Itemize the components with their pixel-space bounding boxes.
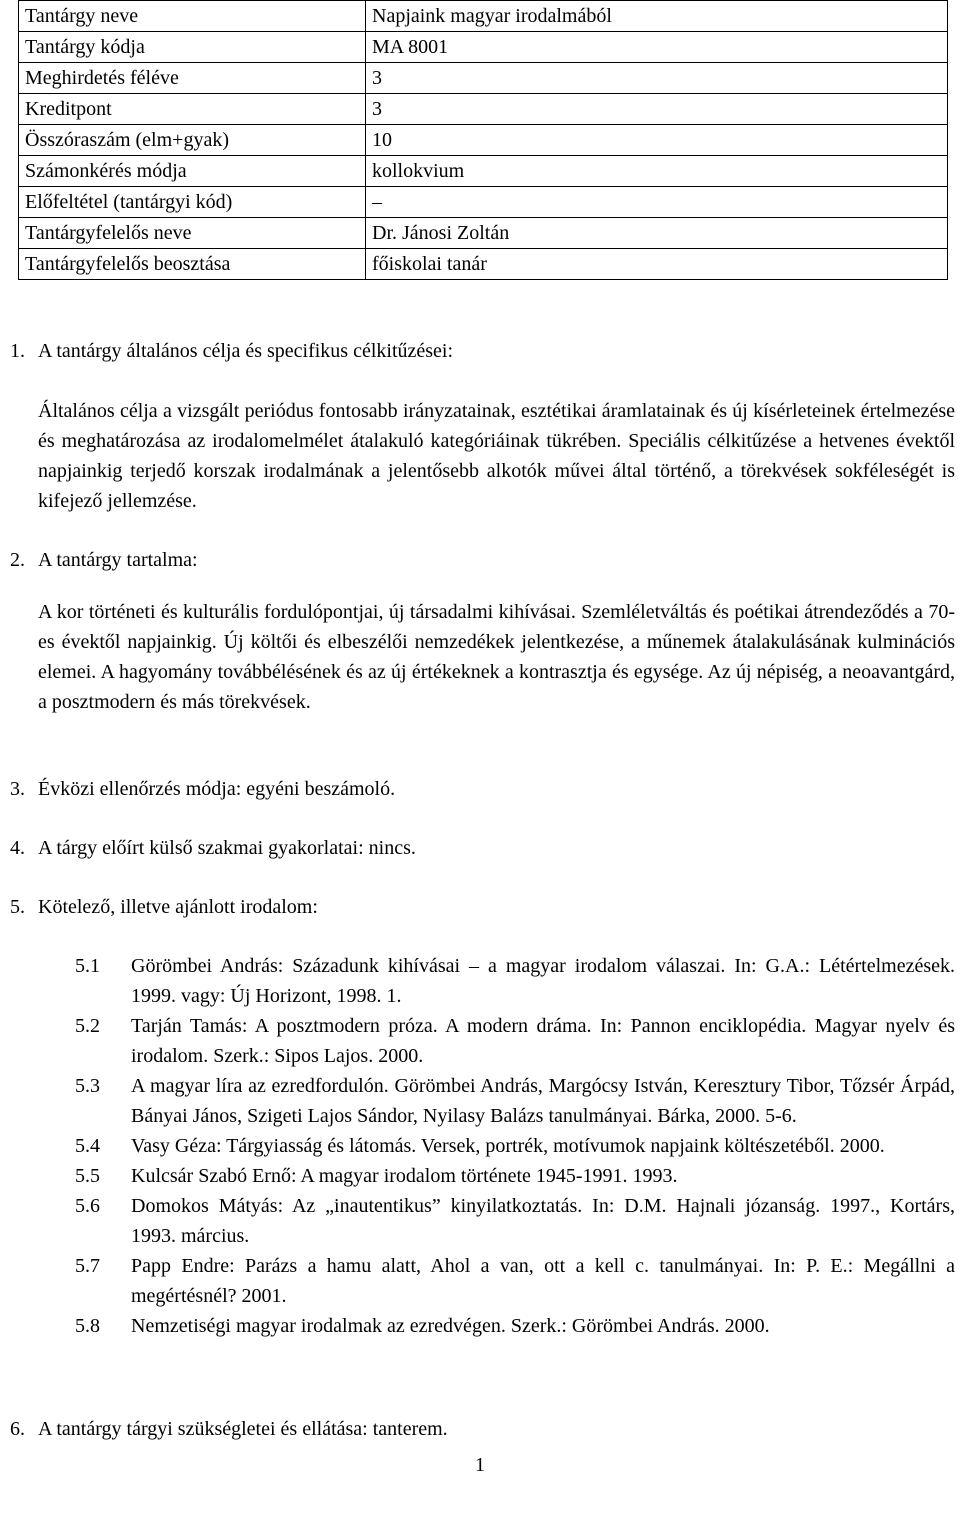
reference-text: Tarján Tamás: A posztmodern próza. A modern dráma. In: Pannon enciklopédia. Magyar nyelv és irodalom. Szerk.: Sipos Lajos. 2000. <box>131 1015 955 1067</box>
section-title: A tárgy előírt külső szakmai gyakorlatai: nincs. <box>38 837 416 859</box>
reference-item <box>75 1251 955 1311</box>
reference-number: 5.3 <box>75 1075 100 1097</box>
info-value: főiskolai tanár <box>366 249 948 280</box>
section-title: Kötelező, illetve ajánlott irodalom: <box>38 896 318 918</box>
info-value: 10 <box>366 125 948 156</box>
reference-number: 5.5 <box>75 1165 100 1187</box>
info-label: Tantárgy kódja <box>19 32 366 63</box>
reference-text: Vasy Géza: Tárgyiasság és látomás. Versek, portrék, motívumok napjaink költészetéből. 2000. <box>131 1135 885 1157</box>
reference-number: 5.8 <box>75 1315 100 1337</box>
reference-item <box>75 1311 955 1341</box>
info-value: 3 <box>366 94 948 125</box>
info-row <box>19 32 948 63</box>
section-2-body: A kor történeti és kulturális fordulópontjai, új társadalmi kihívásai. Szemléletváltás és poétikai átrendeződés a 70-es évektől napjainkig. Új költői és elbeszélői nemzedékek jelentkezése, a műnemek átalakulásának kulminációs elemei. A hagyomány továbbélésének és az új értékeknek a kontrasztja és egysége. Az új népiség, a neoavantgárd, a posztmodern és más törekvések. <box>38 601 955 713</box>
section-5-heading <box>10 892 318 922</box>
section-1-body: Általános célja a vizsgált periódus fontosabb irányzatainak, esztétikai áramlatainak és új kísérleteinek értelmezése és meghatározása az irodalomelmélet átalakuló kategóriáinak tükrében. Speciális célkitűzése a hetvenes évektől napjainkig terjedő korszak irodalmának a jelentősebb alkotók művei által történő, a törekvések sokféleségét is kifejező jellemzése. <box>38 400 955 512</box>
section-number: 6. <box>10 1418 25 1440</box>
info-row <box>19 249 948 280</box>
reference-list <box>75 951 955 1341</box>
reference-item <box>75 1011 955 1071</box>
reference-number: 5.2 <box>75 1015 100 1037</box>
info-value: – <box>366 187 948 218</box>
section-3-heading <box>10 774 395 804</box>
info-row <box>19 156 948 187</box>
section-title: A tantárgy tárgyi szükségletei és ellátása: tanterem. <box>38 1418 448 1440</box>
info-label: Kreditpont <box>19 94 366 125</box>
info-row <box>19 218 948 249</box>
reference-item <box>75 1191 955 1251</box>
info-value: 3 <box>366 63 948 94</box>
section-4-heading <box>10 833 416 863</box>
reference-item <box>75 951 955 1011</box>
info-value: MA 8001 <box>366 32 948 63</box>
reference-text: Papp Endre: Parázs a hamu alatt, Ahol a van, ott a kell c. tanulmányai. In: P. E.: Megállni a megértésnél? 2001. <box>131 1255 955 1307</box>
reference-item <box>75 1131 955 1161</box>
info-value: kollokvium <box>366 156 948 187</box>
section-title: Évközi ellenőrzés módja: egyéni beszámoló. <box>38 778 396 800</box>
section-6-heading <box>10 1414 448 1444</box>
section-number: 3. <box>10 778 25 800</box>
info-row <box>19 63 948 94</box>
section-title: A tantárgy tartalma: <box>38 549 198 571</box>
section-number: 5. <box>10 896 25 918</box>
info-row <box>19 1 948 32</box>
info-label: Tantárgy neve <box>19 1 366 32</box>
reference-number: 5.6 <box>75 1195 100 1217</box>
section-2-heading <box>10 545 198 575</box>
info-value: Napjaink magyar irodalmából <box>366 1 948 32</box>
reference-text: A magyar líra az ezredfordulón. Görömbei András, Margócsy István, Keresztury Tibor, Tőzsér Árpád, Bányai János, Szigeti Lajos Sándor, Nyilasy Balázs tanulmányai. Bárka, 2000. 5-6. <box>131 1075 955 1127</box>
info-label: Összóraszám (elm+gyak) <box>19 125 366 156</box>
info-label: Számonkérés módja <box>19 156 366 187</box>
info-label: Előfeltétel (tantárgyi kód) <box>19 187 366 218</box>
info-row <box>19 94 948 125</box>
reference-text: Nemzetiségi magyar irodalmak az ezredvégen. Szerk.: Görömbei András. 2000. <box>131 1315 770 1337</box>
section-number: 1. <box>10 340 25 362</box>
reference-text: Görömbei András: Századunk kihívásai – a magyar irodalom válaszai. In: G.A.: Létértelmezések. 1999. vagy: Új Horizont, 1998. 1. <box>131 955 955 1007</box>
section-title: A tantárgy általános célja és specifikus célkitűzései: <box>38 340 454 362</box>
reference-item <box>75 1071 955 1131</box>
info-value: Dr. Jánosi Zoltán <box>366 218 948 249</box>
section-number: 2. <box>10 549 25 571</box>
reference-text: Kulcsár Szabó Ernő: A magyar irodalom története 1945-1991. 1993. <box>131 1165 678 1187</box>
course-info-table <box>18 0 948 280</box>
reference-number: 5.7 <box>75 1255 100 1277</box>
page-number: 1 <box>475 1454 485 1476</box>
info-label: Tantárgyfelelős beosztása <box>19 249 366 280</box>
info-label: Tantárgyfelelős neve <box>19 218 366 249</box>
reference-text: Domokos Mátyás: Az „inautentikus” kinyilatkoztatás. In: D.M. Hajnali józanság. 1997., Kortárs, 1993. március. <box>131 1195 955 1247</box>
section-1-heading <box>10 336 453 366</box>
info-label: Meghirdetés féléve <box>19 63 366 94</box>
reference-number: 5.4 <box>75 1135 100 1157</box>
info-row <box>19 125 948 156</box>
info-row <box>19 187 948 218</box>
section-number: 4. <box>10 837 25 859</box>
reference-item <box>75 1161 955 1191</box>
reference-number: 5.1 <box>75 955 100 977</box>
